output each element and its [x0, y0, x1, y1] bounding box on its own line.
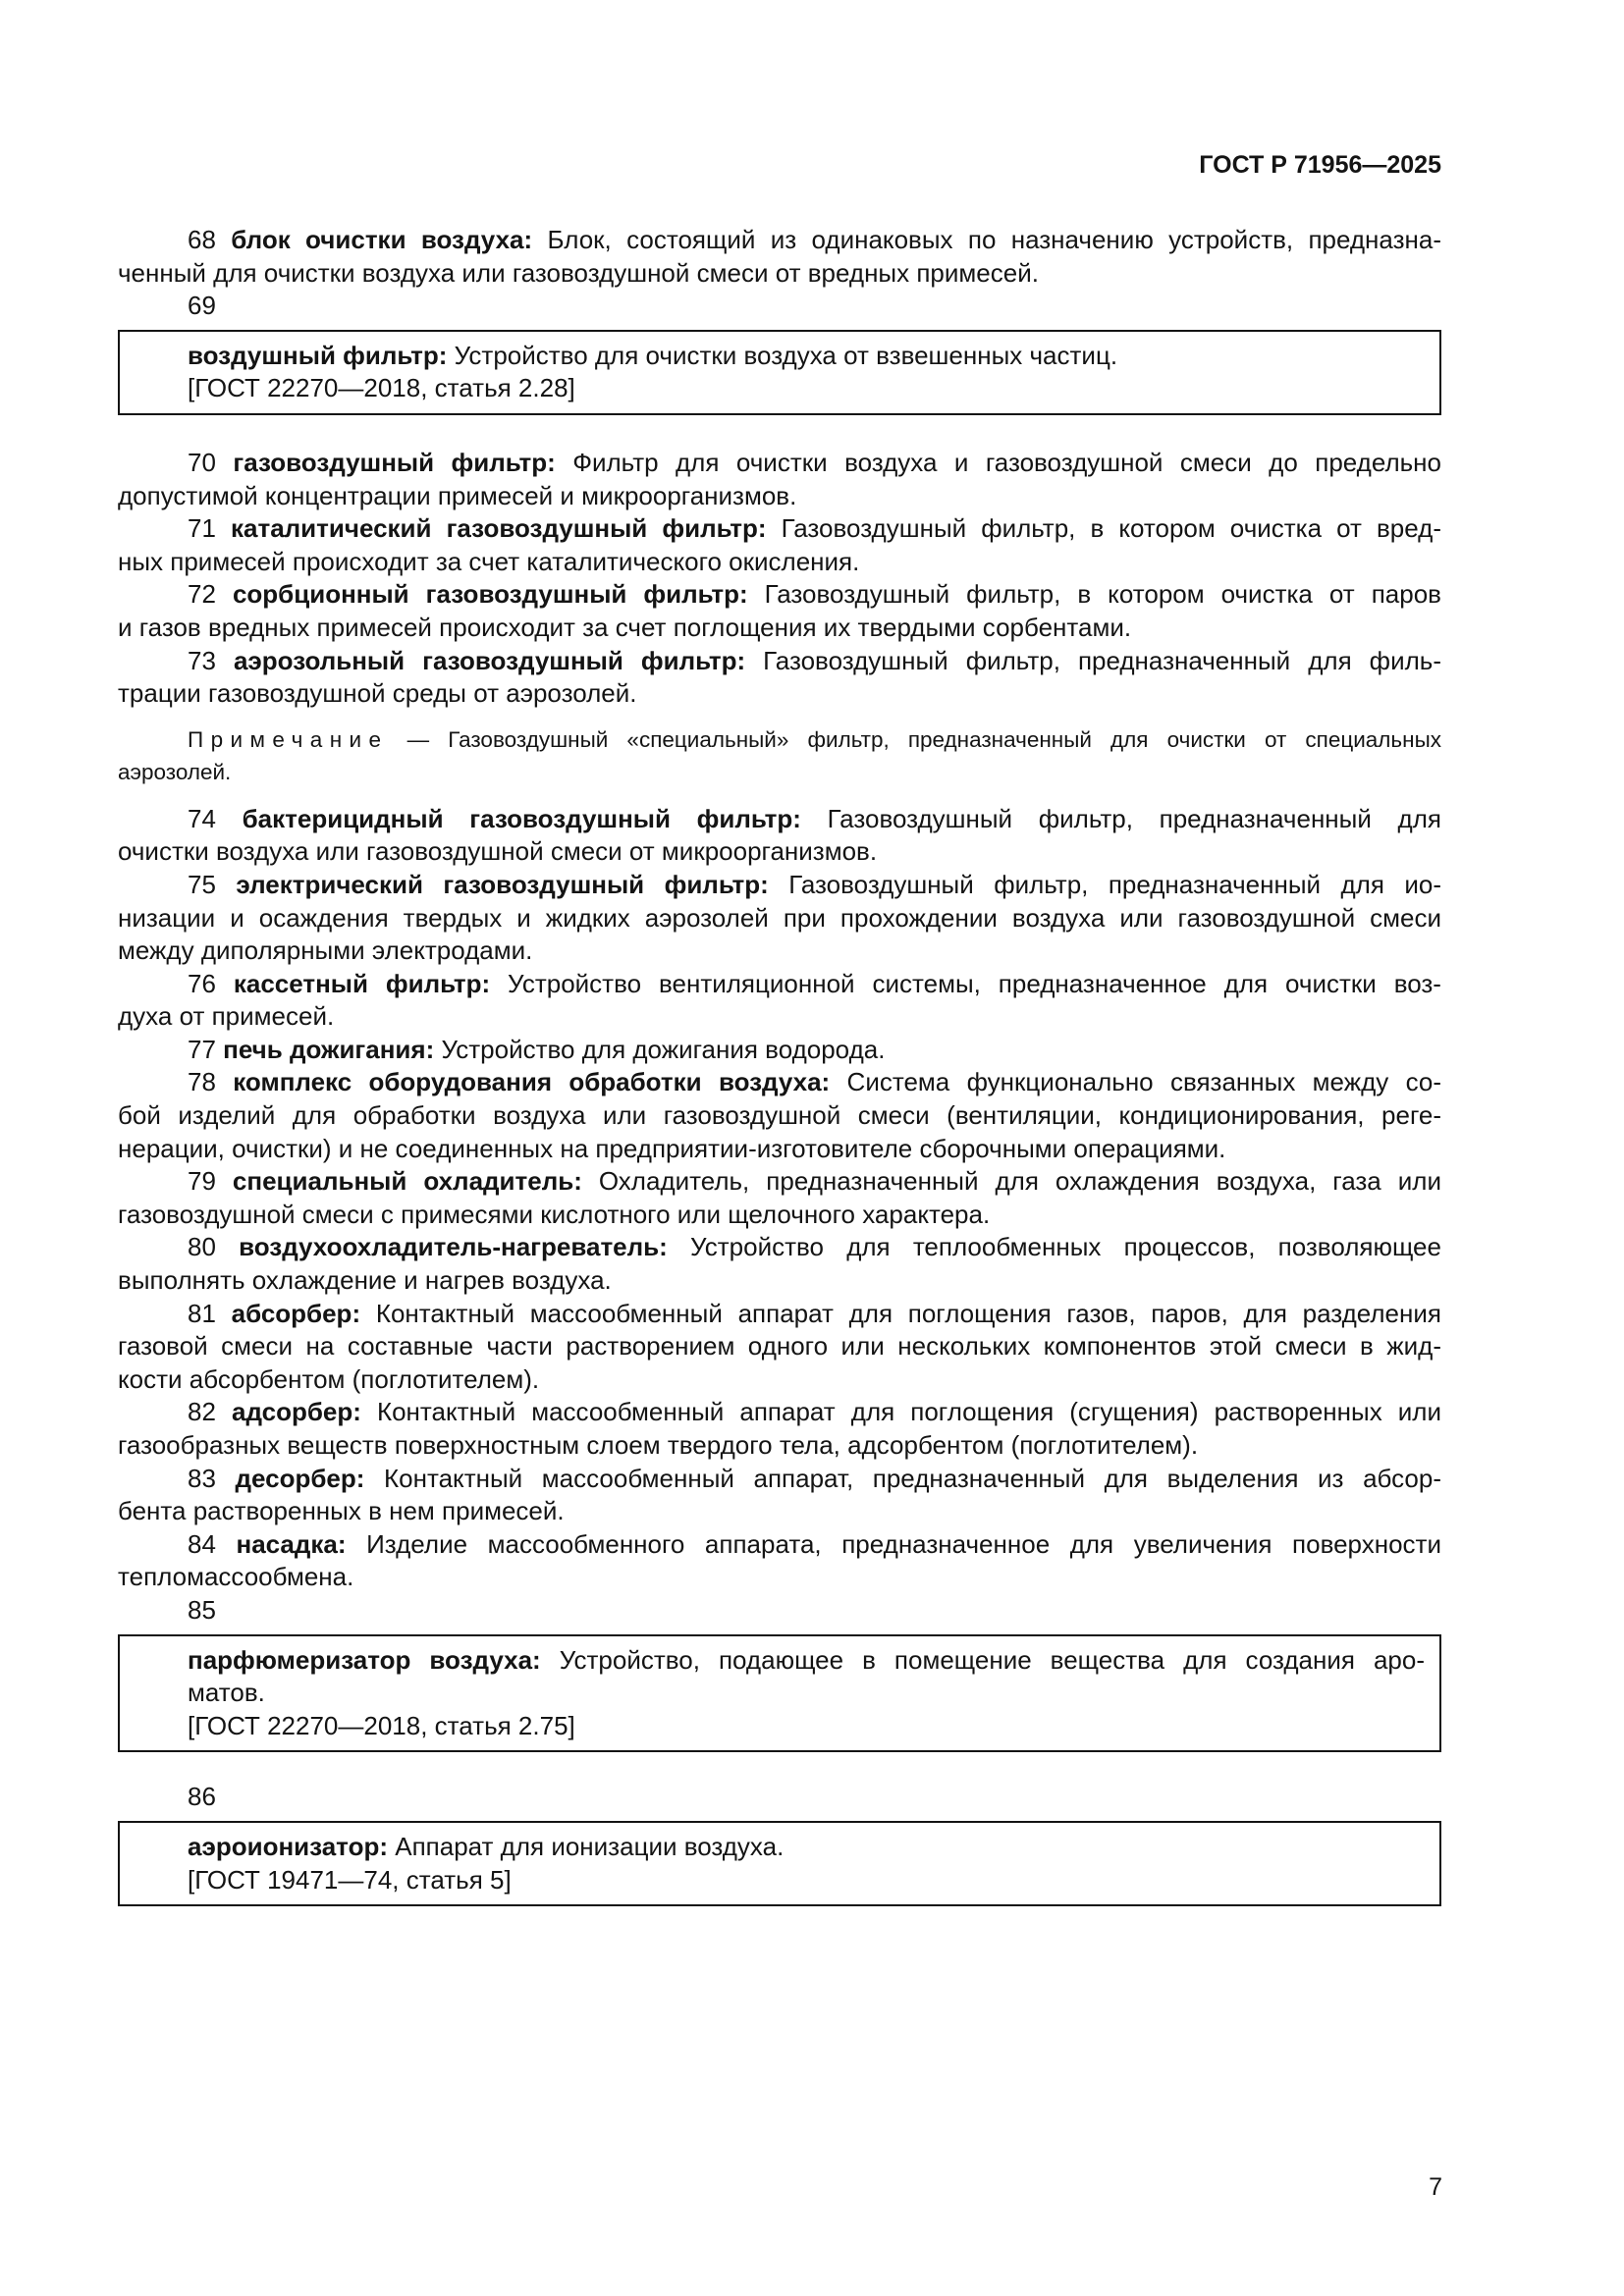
definition-text: Устройство для дожигания водорода.	[441, 1034, 886, 1064]
entry-line: между диполярными электродами.	[118, 935, 533, 966]
entry-number: 72	[188, 579, 216, 610]
term-name: электрический газовоздушный фильтр:	[236, 869, 769, 899]
term-entry-83	[118, 1463, 1441, 1528]
term-entry-73	[118, 645, 1441, 711]
term-name: комплекс оборудования обработки воздуха:	[233, 1067, 831, 1097]
entry-line	[118, 869, 1441, 902]
term-name: десорбер:	[235, 1463, 365, 1493]
term-name: бактерицидный газовоздушный фильтр:	[242, 803, 801, 833]
entry-number: 82	[188, 1397, 216, 1427]
definition-text: Контактный массообменный аппарат, предназначенный для выделения из абсор-	[384, 1463, 1441, 1493]
definition-text: Фильтр для очистки воздуха и газовоздушной смеси до предельно	[572, 447, 1441, 477]
definition-text: Газовоздушный фильтр, в котором очистка от вред-	[781, 513, 1441, 544]
definition-text: Контактный массообменный аппарат для поглощения газов, паров, для разделения	[375, 1298, 1441, 1328]
note-label: Примечание	[188, 726, 389, 752]
entry-line: газообразных веществ поверхностным слоем твердого тела, адсорбентом (поглотителем).	[118, 1430, 1199, 1460]
entry-number: 77	[188, 1034, 216, 1064]
entry-line: и газов вредных примесей происходит за счет поглощения их твердыми сорбентами.	[118, 612, 1132, 642]
term-entry-79	[118, 1165, 1441, 1231]
term-entry-76	[118, 968, 1441, 1034]
note	[118, 723, 1441, 788]
entry-number: 81	[188, 1298, 216, 1328]
definition-text: Блок, состоящий из одинаковых по назначению устройств, предназна-	[547, 225, 1441, 254]
entry-number: 75	[188, 869, 216, 899]
term-name: кассетный фильтр:	[233, 968, 491, 998]
entry-number: 80	[188, 1232, 216, 1262]
entry-line	[118, 1463, 1441, 1496]
term-entry-71	[118, 512, 1441, 578]
entry-line: нерации, очистки) и не соединенных на предприятии-изготовителе сборочными операциями.	[118, 1133, 1226, 1163]
entry-line	[118, 578, 1441, 612]
term-name: каталитический газовоздушный фильтр:	[230, 513, 767, 544]
term-entry-80	[118, 1231, 1441, 1297]
term-entry-68	[118, 224, 1441, 290]
entry-number: 79	[188, 1166, 216, 1197]
document-body	[118, 224, 1441, 1906]
term-entry-86	[118, 1781, 1441, 1906]
entry-line: ченный для очистки воздуха или газовоздушной смеси от вредных примесей.	[118, 257, 1039, 288]
term-name: насадка:	[236, 1528, 347, 1559]
note-line	[118, 723, 1441, 756]
entry-line	[118, 224, 1441, 257]
entry-number: 71	[188, 513, 216, 544]
entry-line: духа от примесей.	[118, 1001, 335, 1032]
entry-number: 70	[188, 447, 216, 477]
definition-text: Охладитель, предназначенный для охлаждения воздуха, газа или	[598, 1166, 1441, 1197]
entry-line: бой изделий для обработки воздуха или газовоздушной смеси (вентиляции, кондиционирования, реге-	[118, 1100, 1441, 1131]
term-name: воздушный фильтр:	[188, 340, 448, 370]
entry-line	[118, 1165, 1441, 1199]
definition-text: Аппарат для ионизации воздуха.	[395, 1831, 785, 1861]
definition-text: Газовоздушный фильтр, предназначенный для филь-	[763, 645, 1441, 675]
definition-text: Устройство, подающее в помещение вещества для создания аро-	[559, 1644, 1425, 1675]
entry-number: 73	[188, 645, 216, 675]
entry-line: газовой смеси на составные части растворением одного или нескольких компонентов этой смеси в жид-	[118, 1331, 1441, 1362]
entry-line	[188, 340, 1425, 373]
source-reference: [ГОСТ 22270—2018, статья 2.75]	[188, 1710, 575, 1740]
term-entry-81	[118, 1298, 1441, 1397]
definition-text: Система функционально связанных между со-	[846, 1067, 1441, 1097]
entry-line	[118, 645, 1441, 678]
entry-line: кости абсорбентом (поглотителем).	[118, 1363, 540, 1394]
entry-line	[118, 1396, 1441, 1429]
term-name: воздухоохладитель-нагреватель:	[239, 1232, 668, 1262]
entry-number: 83	[188, 1463, 216, 1493]
term-entry-85	[118, 1594, 1441, 1752]
quoted-definition-box	[118, 1821, 1441, 1906]
term-entry-75	[118, 869, 1441, 968]
entry-line	[118, 447, 1441, 480]
entry-number: 74	[188, 803, 216, 833]
term-name: газовоздушный фильтр:	[233, 447, 556, 477]
entry-line	[118, 1298, 1441, 1331]
term-name: аэроионизатор:	[188, 1831, 388, 1861]
page-number: 7	[1429, 2173, 1442, 2201]
term-entry-82	[118, 1396, 1441, 1462]
entry-line: бента растворенных в нем примесей.	[118, 1496, 565, 1526]
definition-text: Контактный массообменный аппарат для поглощения (сгущения) растворенных или	[376, 1397, 1441, 1427]
entry-line: ных примесей происходит за счет каталитического окисления.	[118, 546, 860, 576]
entry-line: выполнять охлаждение и нагрев воздуха.	[118, 1265, 612, 1296]
definition-text: Устройство вентиляционной системы, предназначенное для очистки воз-	[508, 968, 1441, 998]
entry-line	[118, 1231, 1441, 1264]
term-entry-70	[118, 447, 1441, 512]
entry-line	[118, 512, 1441, 546]
term-entry-72	[118, 578, 1441, 644]
definition-text: Изделие массообменного аппарата, предназначенное для увеличения поверхности	[366, 1528, 1441, 1559]
entry-line	[118, 968, 1441, 1001]
definition-text: Газовоздушный фильтр, предназначенный для	[827, 803, 1441, 833]
entry-number: 69	[188, 291, 216, 321]
definition-text: Устройство для очистки воздуха от взвешенных частиц.	[454, 340, 1118, 370]
note-text: — Газовоздушный «специальный» фильтр, предназначенный для очистки от специальных	[406, 726, 1441, 752]
term-name: парфюмеризатор воздуха:	[188, 1644, 541, 1675]
definition-text: Устройство для теплообменных процессов, позволяющее	[690, 1232, 1441, 1262]
entry-number: 78	[188, 1067, 216, 1097]
definition-text: Газовоздушный фильтр, предназначенный для ио-	[788, 869, 1441, 899]
term-name: адсорбер:	[231, 1397, 361, 1427]
entry-line: тепломассообмена.	[118, 1562, 354, 1592]
entry-number: 76	[188, 968, 216, 998]
term-name: специальный охладитель:	[232, 1166, 582, 1197]
entry-number: 85	[188, 1594, 216, 1625]
entry-line: очистки воздуха или газовоздушной смеси от микроорганизмов.	[118, 836, 878, 867]
term-name: абсорбер:	[231, 1298, 361, 1328]
entry-number: 84	[188, 1528, 216, 1559]
entry-number: 86	[188, 1782, 216, 1812]
term-entry-78	[118, 1066, 1441, 1165]
entry-line: матов.	[188, 1678, 265, 1708]
entry-number: 68	[188, 225, 216, 254]
source-reference: [ГОСТ 19471—74, статья 5]	[188, 1864, 512, 1895]
entry-line	[188, 1644, 1425, 1678]
term-entry-84	[118, 1528, 1441, 1594]
entry-line	[118, 1034, 1441, 1067]
note-line: аэрозолей.	[118, 759, 232, 784]
source-reference: [ГОСТ 22270—2018, статья 2.28]	[188, 373, 575, 403]
definition-text: Газовоздушный фильтр, в котором очистка от паров	[764, 579, 1441, 610]
term-name: сорбционный газовоздушный фильтр:	[232, 579, 748, 610]
entry-line: газовоздушной смеси с примесями кислотного или щелочного характера.	[118, 1199, 991, 1229]
term-entry-74	[118, 803, 1441, 869]
standard-code: ГОСТ Р 71956—2025	[1199, 151, 1441, 179]
term-name: аэрозольный газовоздушный фильтр:	[233, 645, 746, 675]
term-entry-77	[118, 1034, 1441, 1067]
entry-line: трации газовоздушной среды от аэрозолей.	[118, 678, 637, 709]
term-name: печь дожигания:	[223, 1034, 435, 1064]
entry-line	[188, 1831, 1425, 1864]
quoted-definition-box	[118, 1634, 1441, 1753]
quoted-definition-box	[118, 330, 1441, 415]
entry-line: допустимой концентрации примесей и микроорганизмов.	[118, 480, 797, 510]
entry-line	[118, 1066, 1441, 1099]
entry-line	[118, 1528, 1441, 1562]
term-name: блок очистки воздуха:	[231, 225, 533, 254]
term-entry-69	[118, 290, 1441, 415]
entry-line: низации и осаждения твердых и жидких аэрозолей при прохождении воздуха или газовоздушной смеси	[118, 902, 1441, 933]
entry-line	[118, 803, 1441, 836]
